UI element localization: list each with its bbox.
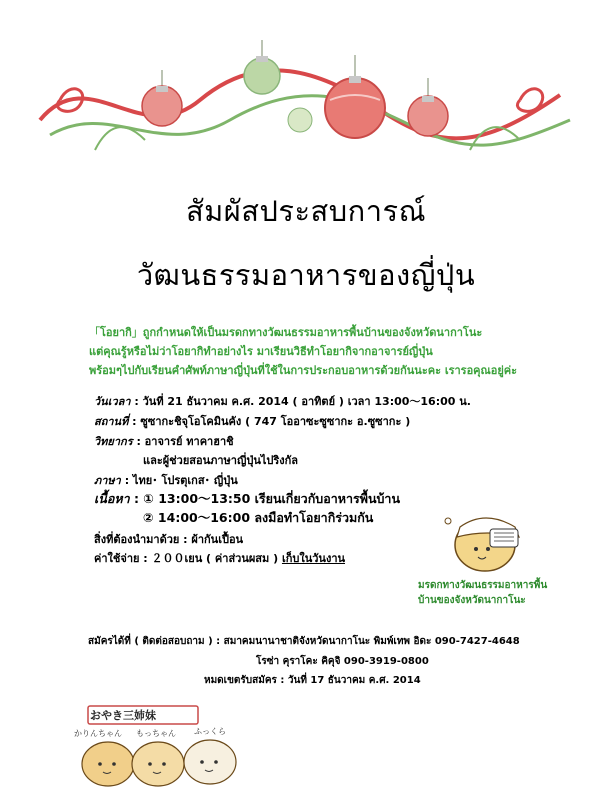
place-value: : ซูซากะชิจุโอโคมินคัง ( 747 โออาซะซูซากะ อ.ซูซากะ ) [128, 415, 411, 428]
fee-prefix: ค่าใช้จ่าย : ２００เยน ( ค่าส่วนผสม ) [94, 552, 282, 565]
date-value: : วันที่ 21 ธันวาคม ค.ศ. 2014 ( อาทิตย์ ) เวลา 13:00～16:00 น. [130, 395, 471, 408]
content-label: เนื้อหา [94, 491, 130, 506]
place-label: สถานที่ [94, 415, 129, 428]
detail-assistant: และผู้ช่วยสอนภาษาญี่ปุ่นไปริงกัล [143, 454, 299, 467]
language-label: ภาษา [94, 474, 121, 487]
intro-line-2: แต่คุณรู้หรือไม่ว่าโอยากิทำอย่างไร มาเรียนวิธีทำโอยากิจากอาจารย์ญี่ปุ่น [89, 345, 433, 358]
christmas-ornament-decoration [0, 0, 612, 170]
detail-lecturer [94, 432, 234, 450]
title-line-2: วัฒนธรรมอาหารของญี่ปุ่น [136, 258, 476, 292]
intro-line-3: พร้อมๆไปกับเรียนคำศัพท์ภาษาญี่ปุ่นที่ใช้ในการประกอบอาหารด้วยกันนะคะ เรารอคุณอยู่ค่ะ [89, 364, 518, 377]
footer-apply: สมัครได้ที่ ( ติดต่อสอบถาม ) : สมาคมนานาชาติจังหวัดนากาโนะ พิมพ์เทพ อิดะ 090-7427-4648 [88, 636, 520, 647]
detail-place [94, 412, 410, 430]
intro-line-1: 「โอยากิ」ถูกกำหนดให้เป็นมรดกทางวัฒนธรรมอาหารพื้นบ้านของจังหวัดนากาโนะ [89, 326, 483, 339]
sister-label-2: もっちゃん [136, 729, 176, 738]
sister-label-1: かりんちゃん [74, 729, 122, 738]
footer-contact-2: โรซ่า คุราโคะ คิคุจิ 090-3919-0800 [256, 656, 429, 667]
oyaki-sisters-banner: おやき三姉妹 [90, 709, 156, 722]
lecturer-label: วิทยากร [94, 435, 133, 448]
language-value: : ไทย･ โปรตุเกส･ ญี่ปุ่น [120, 474, 238, 487]
mascot-caption-1: มรดกทางวัฒนธรรมอาหารพื้น [418, 580, 548, 591]
date-label: วันเวลา [94, 395, 131, 408]
footer-deadline: หมดเขตรับสมัคร : วันที่ 17 ธันวาคม ค.ศ. 2014 [204, 675, 421, 686]
oyaki-mascot-illustration [440, 505, 530, 577]
detail-content-2: ② 14:00～16:00 ลงมือทำโอยากิร่วมกัน [143, 510, 374, 525]
sister-label-3: ふっくら [194, 727, 226, 736]
lecturer-value: : อาจารย์ ทาคาฮาชิ [132, 435, 234, 448]
detail-fee [94, 549, 345, 567]
detail-content-1 [94, 489, 400, 509]
title-line-1: สัมผัสประสบการณ์ [185, 194, 426, 228]
detail-bring: สิ่งที่ต้องนำมาด้วย : ผ้ากันเปื้อน [94, 533, 244, 546]
detail-language [94, 471, 238, 489]
fee-note: เก็บในวันงาน [281, 552, 346, 565]
content-item-1: : ① 13:00～13:50 เรียนเกี่ยวกับอาหารพื้นบ้าน [129, 491, 400, 506]
mascot-caption-2: บ้านของจังหวัดนากาโนะ [418, 595, 526, 606]
detail-date [94, 392, 471, 410]
